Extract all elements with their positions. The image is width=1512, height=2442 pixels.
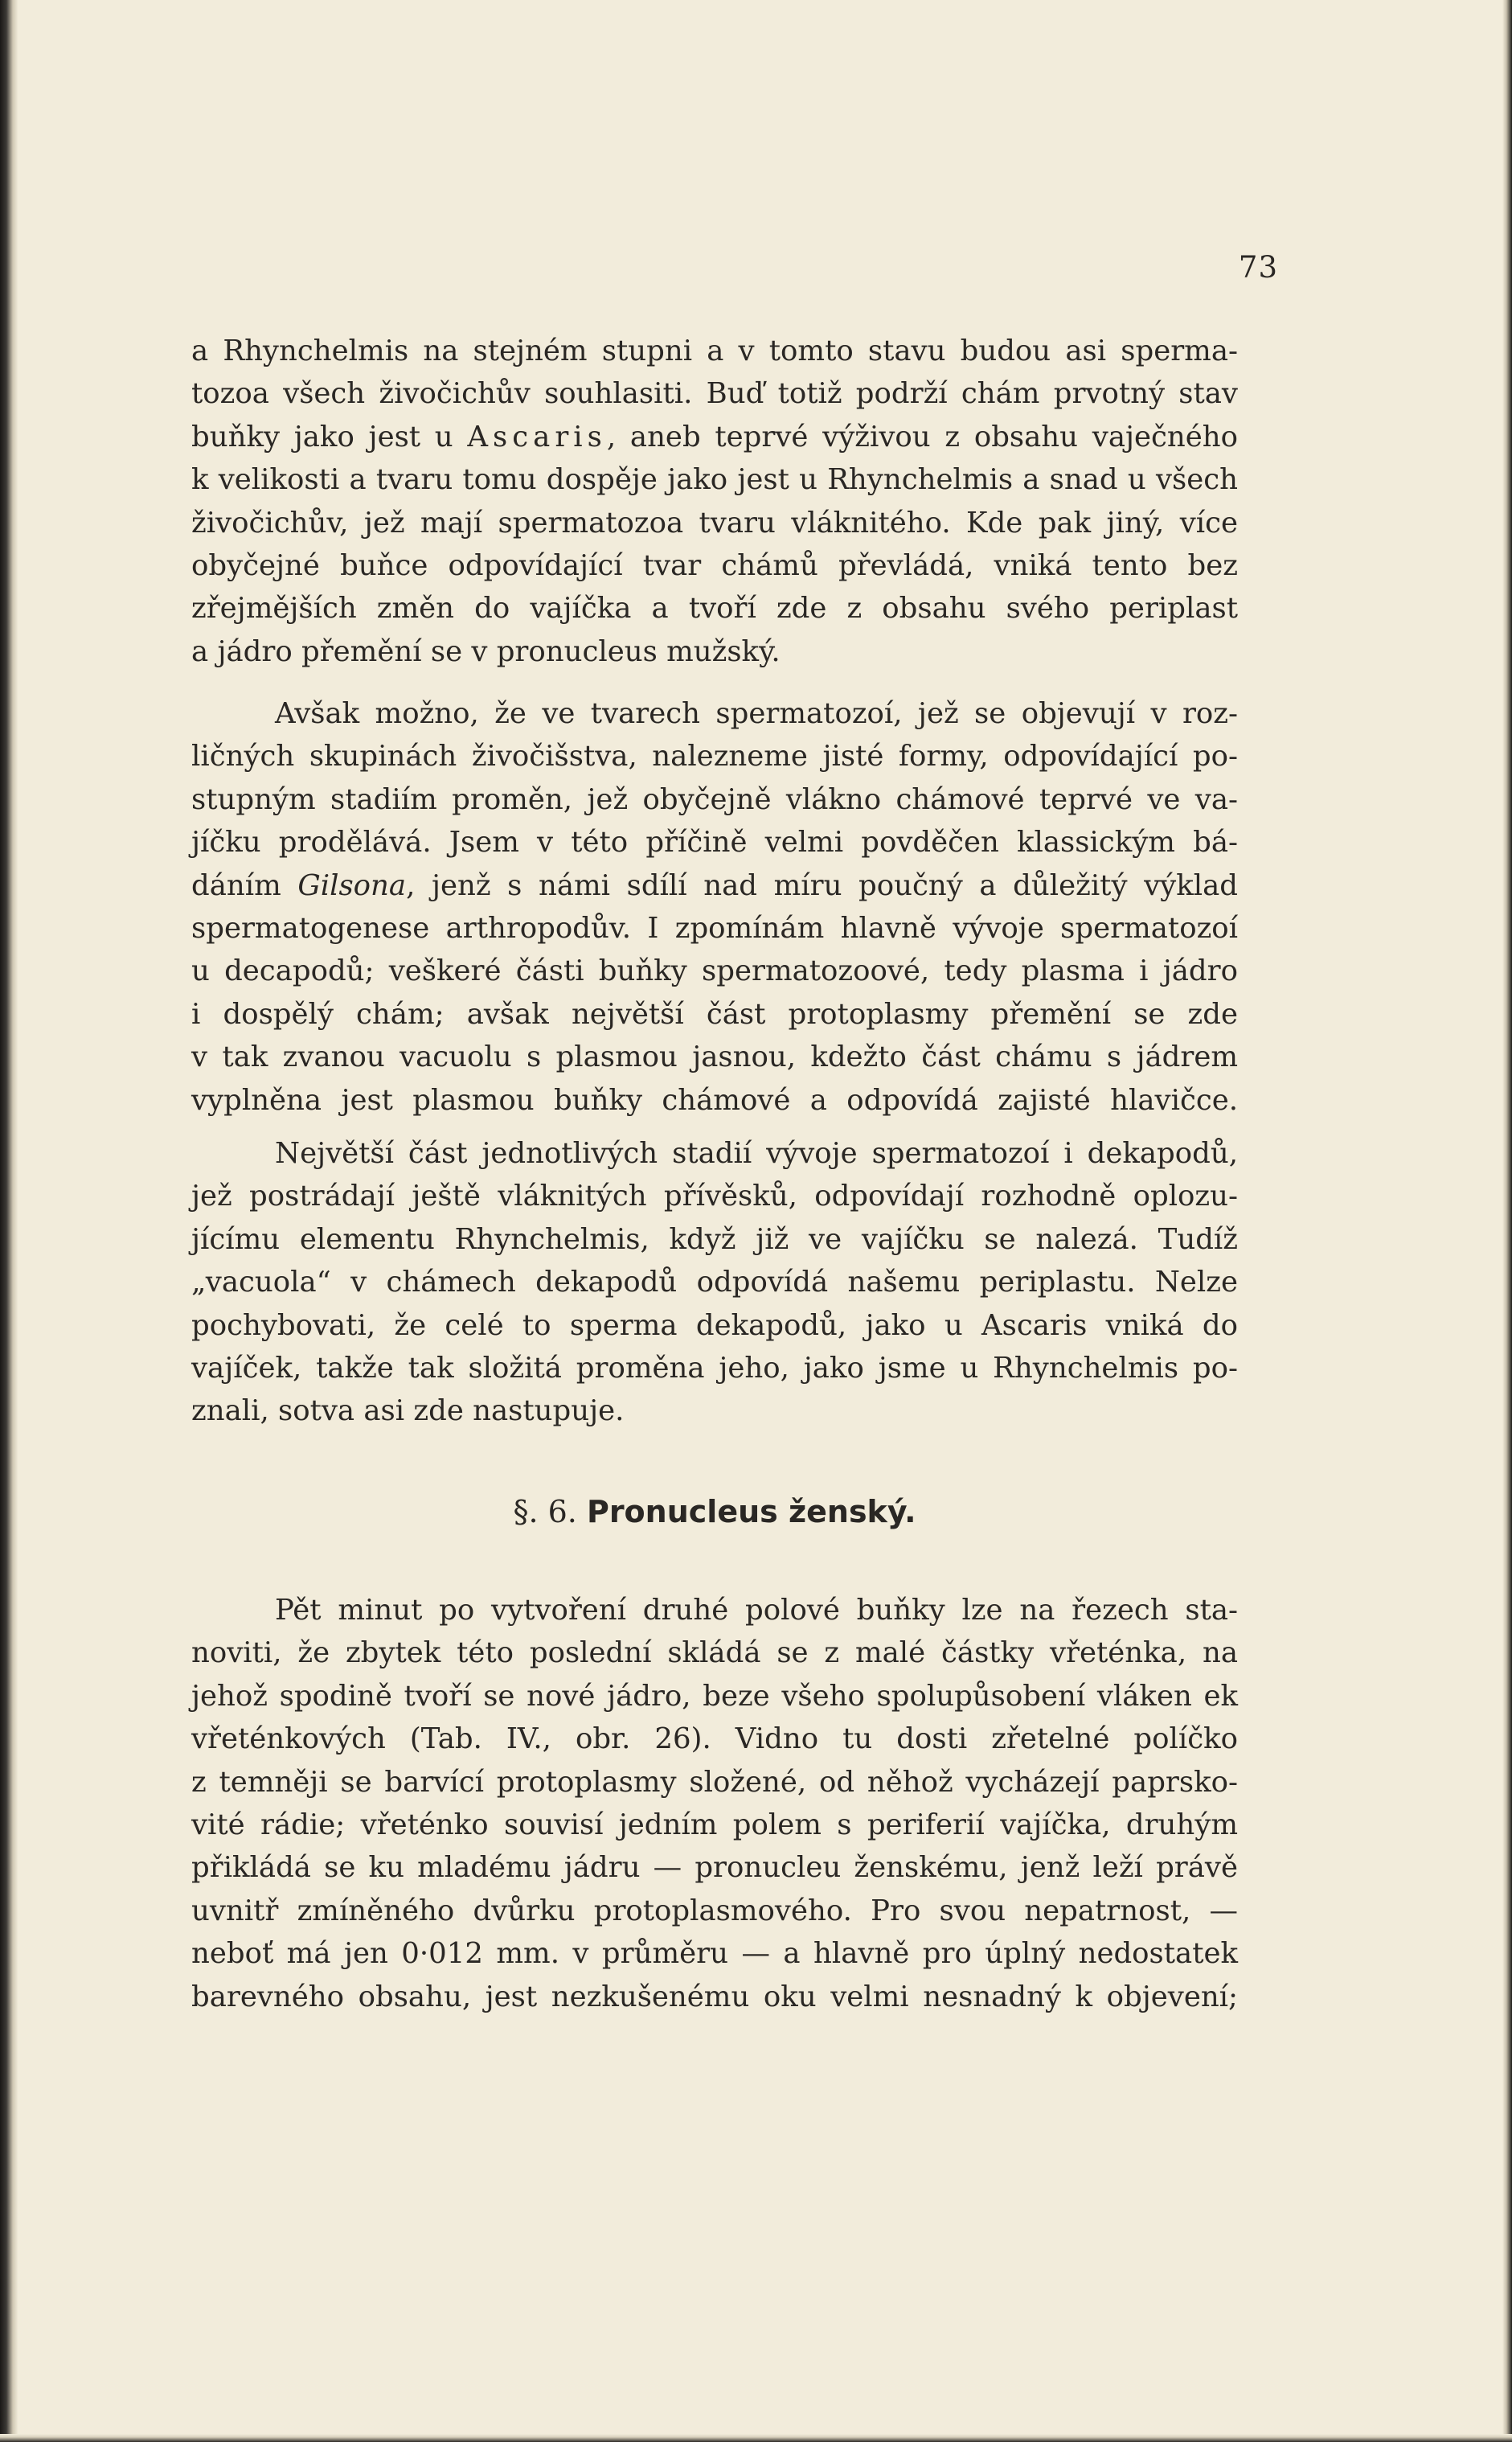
page-bottom-edge: [0, 2434, 1512, 2442]
text-line: jehož spodině tvoří se nové jádro, beze všeho spolupůsobení vláken ek: [191, 1679, 1238, 1713]
section-number: §. 6.: [513, 1494, 577, 1529]
text-line: přikládá se ku mladému jádru — pronucleu ženskému, jenž leží právě: [191, 1851, 1238, 1885]
spaced-term-ascaris: Ascaris: [467, 420, 607, 454]
text-line: Pět minut po vytvoření druhé polové buňky lze na řezech sta-: [275, 1594, 1238, 1627]
section-heading: [191, 1494, 1238, 1529]
text-line: a jádro přemění se v pronucleus mužský.: [191, 634, 781, 668]
paragraph-1: [191, 330, 1238, 673]
text-line: tozoa všech živočichův souhlasiti. Buď totiž podrží chám prvotný stav: [191, 377, 1238, 411]
text-line: vajíček, takže tak složitá proměna jeho, jako jsme u Rhynchelmis po-: [191, 1351, 1238, 1385]
text-line: ličných skupinách živočišstva, nalezneme jisté formy, odpovídající po-: [191, 740, 1238, 774]
text-line: stupným stadiím proměn, jež obyčejně vlákno chámové teprvé ve va-: [191, 782, 1238, 816]
paragraph-2: [191, 692, 1238, 1122]
text-line: vité rádie; vřeténko souvisí jedním polem s periferií vajíčka, druhým: [191, 1808, 1238, 1841]
text-line: pochybovati, že celé to sperma dekapodů, jako u Ascaris vniká do: [191, 1308, 1238, 1342]
text-line: u decapodů; veškeré části buňky spermatozoové, tedy plasma i jádro: [191, 954, 1238, 988]
text-line: zřejmějších změn do vajíčka a tvoří zde z obsahu svého periplast: [191, 592, 1238, 626]
page-binding-edge: [0, 0, 18, 2442]
text-line: živočichův, jež mají spermatozoa tvaru vláknitého. Kde pak jiný, více: [191, 506, 1238, 540]
text-line: dáním Gilsona, jenž s námi sdílí nad míru poučný a důležitý výklad: [191, 868, 1238, 902]
text-line: barevného obsahu, jest nezkušenému oku velmi nesnadný k objevení;: [191, 1980, 1238, 2013]
text-line: z temněji se barvící protoplasmy složené, od něhož vycházejí paprsko-: [191, 1765, 1238, 1799]
text-line: znali, sotva asi zde nastupuje.: [191, 1394, 625, 1428]
text-line: jíčku prodělává. Jsem v této příčině velmi povděčen klassickým bá-: [191, 826, 1238, 860]
text-line: „vacuola“ v chámech dekapodů odpovídá našemu periplastu. Nelze: [191, 1266, 1238, 1299]
text-line: vřeténkových (Tab. IV., obr. 26). Vidno tu dosti zřetelné políčko: [191, 1722, 1238, 1756]
text-line: v tak zvanou vacuolu s plasmou jasnou, kdežto část chámu s jádrem: [191, 1040, 1238, 1074]
text-line: neboť má jen 0·012 mm. v průměru — a hlavně pro úplný nedostatek: [191, 1937, 1238, 1971]
text-line: noviti, že zbytek této poslední skládá se z malé částky vřeténka, na: [191, 1636, 1238, 1670]
text-line: uvnitř zmíněného dvůrku protoplasmového. Pro svou nepatrnost, —: [191, 1894, 1238, 1927]
text-line: jícímu elementu Rhynchelmis, když již ve vajíčku se nalezá. Tudíž: [191, 1222, 1238, 1256]
italic-author-name: Gilsona: [297, 868, 407, 902]
text-line: Avšak možno, že ve tvarech spermatozoí, jež se objevují v roz-: [275, 697, 1238, 730]
section-title: Pronucleus ženský.: [586, 1494, 916, 1529]
text-line: Největší část jednotlivých stadií vývoje spermatozoí i dekapodů,: [275, 1137, 1238, 1170]
text-line: k velikosti a tvaru tomu dospěje jako jest u Rhynchelmis a snad u všech: [191, 463, 1238, 497]
text-line: vyplněna jest plasmou buňky chámové a odpovídá zajisté hlavičce.: [191, 1083, 1238, 1117]
text-line: a Rhynchelmis na stejném stupni a v tomto stavu budou asi sperma-: [191, 334, 1238, 367]
text-line: obyčejné buňce odpovídající tvar chámů převládá, vniká tento bez: [191, 548, 1238, 582]
text-line: spermatogenese arthropodův. I zpomínám hlavně vývoje spermatozoí: [191, 911, 1238, 945]
paragraph-4: [191, 1589, 1238, 2018]
text-line: buňky jako jest u Ascaris, aneb teprvé výživou z obsahu vaječného: [191, 420, 1239, 454]
paragraph-3: [191, 1132, 1238, 1433]
page-right-edge: [1502, 0, 1512, 2442]
text-line: i dospělý chám; avšak největší část protoplasmy přemění se zde: [191, 997, 1238, 1031]
page-number: 73: [1238, 250, 1278, 285]
text-line: jež postrádají ještě vláknitých přívěsků, odpovídají rozhodně oplozu-: [191, 1180, 1238, 1213]
